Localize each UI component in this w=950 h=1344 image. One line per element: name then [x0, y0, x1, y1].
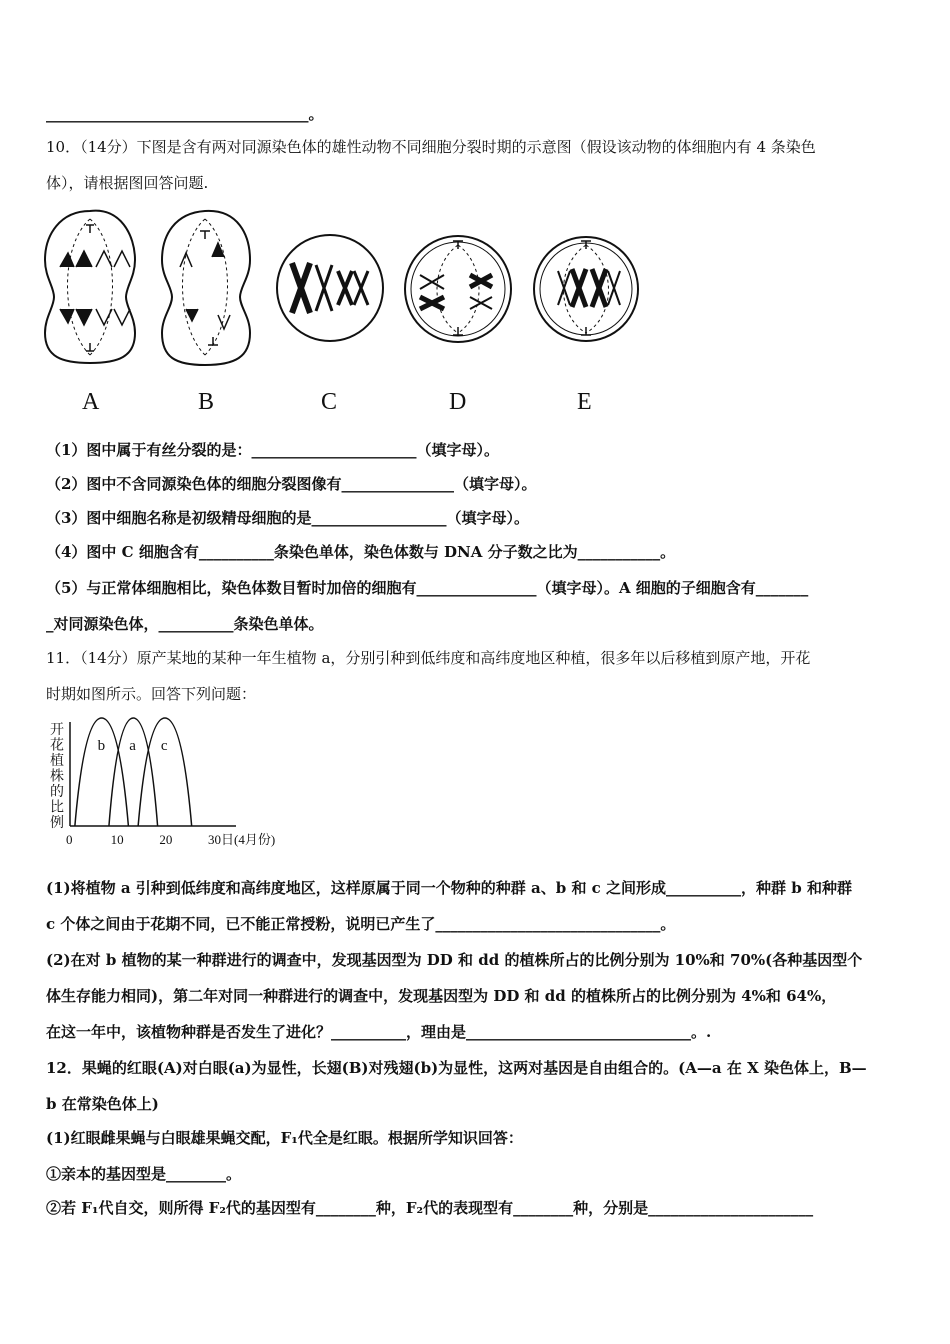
q12-sub1: (1)红眼雌果蝇与白眼雄果蝇交配，F₁代全是红眼。根据所学知识回答： — [46, 1129, 523, 1147]
series-curve-b — [75, 718, 129, 826]
q11-sub2-line1: (2)在对 b 植物的某一种群进行的调查中，发现基因型为 DD 和 dd 的植株所占的比例分别为 10%和 70%(各种基因型个 — [46, 951, 863, 969]
series-curve-c — [138, 718, 192, 826]
cell-b-outline — [162, 211, 250, 365]
y-axis-label-char: 植 — [50, 754, 64, 769]
x-tick-label: 20 — [159, 832, 173, 847]
series-curve-a — [109, 718, 158, 826]
q11-stem-line2: 时期如图所示。回答下列问题： — [46, 685, 257, 703]
x-tick-label: 10 — [110, 832, 124, 847]
y-axis-label-char: 株 — [50, 769, 64, 785]
q10-stem-line2: 体），请根据图回答问题. — [46, 174, 209, 192]
x-tick-label: 0 — [66, 832, 73, 847]
y-axis-label-char: 比 — [50, 800, 64, 816]
x-axis-label: 30日(4月份) — [208, 832, 276, 847]
q10-sub3: （3）图中细胞名称是初级精母细胞的是__________________（填字母）。 — [46, 509, 529, 527]
flowering-chart — [46, 712, 286, 852]
series-label-b: b — [97, 738, 106, 754]
q10-sub5-line1: （5）与正常体细胞相比，染色体数目暂时加倍的细胞有________________（填字母）。A 细胞的子细胞含有_______ — [46, 579, 809, 597]
q11-sub1-line1: (1)将植物 a 引种到低纬度和高纬度地区，这样原属于同一个物种的种群 a、b 和 c 之间形成__________，种群 b 和种群 — [46, 879, 852, 897]
previous-answer-blank: ___________________________________。 — [46, 105, 324, 123]
y-axis-label — [50, 722, 64, 831]
q12-stem-line2: b 在常染色体上) — [46, 1095, 159, 1113]
q10-sub1: （1）图中属于有丝分裂的是：______________________（填字母）。 — [46, 441, 499, 459]
cell-c-outline — [277, 235, 383, 341]
q10-stem-line1: 10．（14分）下图是含有两对同源染色体的雄性动物不同细胞分裂时期的示意图（假设该动物的体细胞内有 4 条染色 — [46, 138, 816, 156]
q10-sub4: （4）图中 C 细胞含有__________条染色单体，染色体数与 DNA 分子数之比为___________。 — [46, 543, 676, 561]
cell-division-figure — [40, 205, 650, 415]
q11-sub2-line3: 在这一年中，该植物种群是否发生了进化？__________，理由是______________________________。. — [46, 1023, 712, 1041]
series-label-a: a — [129, 738, 136, 754]
y-axis-label-char: 例 — [50, 816, 64, 831]
cell-a-outline — [45, 211, 135, 363]
cell-label-a: A — [82, 389, 100, 415]
cell-e-outline — [534, 237, 638, 341]
y-axis-label-char: 开 — [50, 723, 64, 738]
q10-sub2: （2）图中不含同源染色体的细胞分裂图像有_______________（填字母）。 — [46, 475, 537, 493]
cell-label-d: D — [449, 389, 467, 415]
q12-stem-line1: 12．果蝇的红眼(A)对白眼(a)为显性，长翅(B)对残翅(b)为显性，这两对基因是自由组合的。(A—a 在 X 染色体上，B— — [46, 1059, 867, 1077]
q12-item2: ②若 F₁代自交，则所得 F₂代的基因型有________种，F₂代的表现型有________种，分别是______________________ — [46, 1199, 814, 1217]
cell-label-b: B — [198, 389, 215, 415]
q12-item1: ①亲本的基因型是________。 — [46, 1165, 242, 1183]
y-axis-label-char: 花 — [50, 738, 64, 754]
cell-label-c: C — [321, 389, 338, 415]
q11-stem-line1: 11．（14分）原产某地的某种一年生植物 a，分别引种到低纬度和高纬度地区种植，很多年以后移植到原产地，开花 — [46, 649, 811, 667]
q11-sub2-line2: 体生存能力相同)，第二年对同一种群进行的调查中，发现基因型为 DD 和 dd 的植株所占的比例分别为 4%和 64%， — [46, 987, 837, 1005]
cell-label-e: E — [577, 389, 592, 415]
series-label-c: c — [160, 738, 168, 754]
q10-sub5-line2: _对同源染色体，__________条染色单体。 — [46, 615, 324, 633]
q11-sub1-line2: c 个体之间由于花期不同，已不能正常授粉，说明已产生了______________________________。 — [46, 915, 676, 933]
y-axis-label-char: 的 — [50, 785, 64, 800]
